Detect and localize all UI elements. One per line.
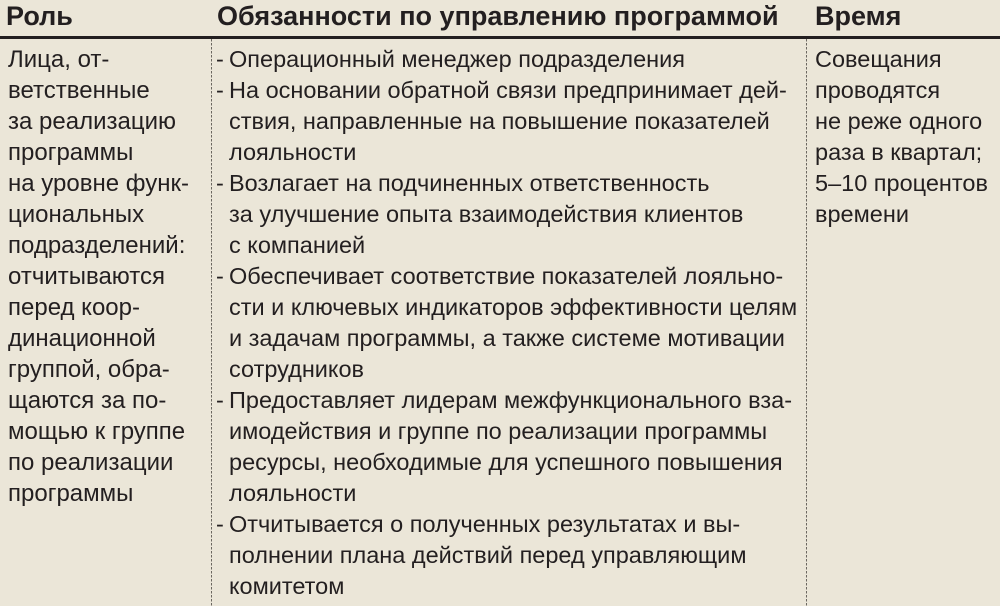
dash-bullet: - [216,77,224,103]
role-line: отчитываются [8,263,165,290]
header-time: Время [815,1,902,31]
role-line: программы [8,139,134,166]
duty-line: Отчитывается о полученных результатах и вы- [229,511,741,537]
time-line: 5–10 процентов [815,170,988,196]
role-line: программы [8,480,134,507]
role-line: перед коор- [8,294,140,321]
dash-bullet: - [216,511,224,537]
time-cell [815,44,995,230]
table-header [0,0,1000,36]
column-divider-1 [211,39,212,606]
dash-bullet: - [216,387,224,413]
duty-line: лояльности [229,139,357,165]
duty-item [216,509,801,602]
duty-line: Предоставляет лидерам межфункционального вза- [229,387,793,413]
duty-line: и задачам программы, а также системе мотивации [229,325,785,351]
time-line: проводятся [815,77,941,103]
role-line: группой, обра- [8,356,170,383]
time-line: не реже одного [815,108,983,134]
header-role: Роль [6,1,73,31]
dash-bullet: - [216,46,224,72]
duty-line: ствия, направленные на повышение показателей [229,108,770,134]
dash-bullet: - [216,170,224,196]
role-cell [8,44,204,509]
duty-line: имодействия и группе по реализации программы [229,418,768,444]
header-divider [0,36,1000,39]
duty-line: Возлагает на подчиненных ответственность [229,170,710,196]
time-line: раза в квартал; [815,139,983,165]
role-line: по реализации [8,449,174,476]
role-line: мощью к группе [8,418,186,445]
time-line: времени [815,201,909,227]
role-line: циональных [8,201,145,228]
duty-item [216,44,801,75]
column-divider-2 [806,39,807,606]
duty-line: Операционный менеджер подразделения [229,46,685,72]
duty-line: Обеспечивает соответствие показателей лояльно- [229,263,784,289]
duty-line: На основании обратной связи предпринимает дей- [229,77,787,103]
duty-line: комитетом [229,573,345,599]
role-line: за реализацию [8,108,176,135]
duty-line: полнении плана действий перед управляющим [229,542,747,568]
role-line: на уровне функ- [8,170,189,197]
duty-item [216,385,801,509]
role-line: динационной [8,325,156,352]
role-line: щаются за по- [8,387,167,414]
duty-item [216,261,801,385]
duty-line: сти и ключевых индикаторов эффективности целям [229,294,798,320]
header-duties: Обязанности по управлению программой [217,1,779,31]
role-line: подразделений: [8,232,186,259]
role-line: Лица, от- [8,46,110,73]
duties-cell [216,44,801,602]
duty-item [216,168,801,261]
role-line: ветственные [8,77,150,104]
duty-line: ресурсы, необходимые для успешного повышения [229,449,783,475]
dash-bullet: - [216,263,224,289]
duty-item [216,75,801,168]
duty-line: с компанией [229,232,366,258]
duty-line: за улучшение опыта взаимодействия клиентов [229,201,744,227]
time-line: Совещания [815,46,942,72]
duty-line: сотрудников [229,356,365,382]
duty-line: лояльности [229,480,357,506]
